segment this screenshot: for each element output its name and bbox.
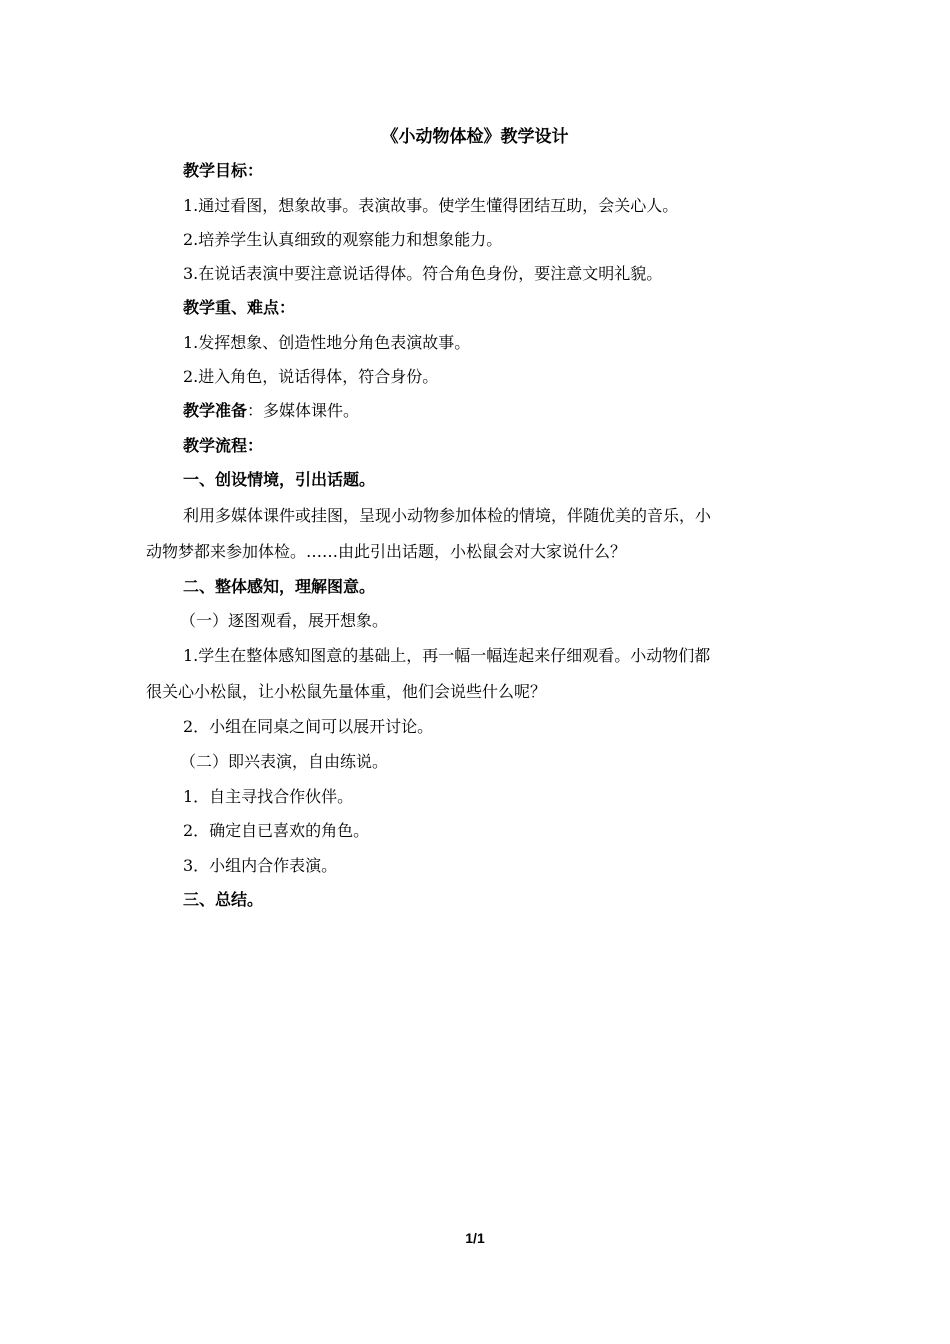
step3-heading: 三、总结。: [183, 890, 264, 909]
preparation-line: [183, 400, 359, 422]
key-point-1: 1.发挥想象、创造性地分角色表演故事。: [183, 333, 471, 352]
step1-paragraph-line2: 动物梦都来参加体检。……由此引出话题，小松鼠会对大家说什么？: [146, 542, 627, 561]
step1-heading: 一、创设情境，引出话题。: [183, 470, 376, 489]
sub2-heading: （二）即兴表演，自由练说。: [180, 752, 389, 771]
goal-item-2: 2.培养学生认真细致的观察能力和想象能力。: [183, 230, 503, 249]
sub2-item-1: 1．自主寻找合作伙伴。: [183, 787, 354, 806]
sub1-heading: （一）逐图观看，展开想象。: [180, 611, 389, 630]
goals-heading: 教学目标：: [183, 161, 264, 180]
sub1-item1-line1: 1.学生在整体感知图意的基础上，再一幅一幅连起来仔细观看。小动物们都: [183, 646, 711, 665]
step2-heading: 二、整体感知，理解图意。: [183, 577, 376, 596]
page-number: 1/1: [465, 1230, 485, 1246]
sub1-item1-line2: 很关心小松鼠，让小松鼠先量体重，他们会说些什么呢？: [146, 682, 547, 701]
key-point-2: 2.进入角色，说话得体，符合身份。: [183, 367, 439, 386]
sub1-item2: 2．小组在同桌之间可以展开讨论。: [183, 717, 434, 736]
flow-heading: 教学流程：: [183, 436, 264, 455]
goal-item-3: 3.在说话表演中要注意说话得体。符合角色身份，要注意文明礼貌。: [183, 264, 663, 283]
key-points-heading: 教学重、难点：: [183, 298, 296, 317]
goal-item-1: 1.通过看图，想象故事。表演故事。使学生懂得团结互助，会关心人。: [183, 196, 679, 215]
step1-paragraph-line1: 利用多媒体课件或挂图，呈现小动物参加体检的情境，伴随优美的音乐，小: [183, 506, 712, 525]
sub2-item-3: 3．小组内合作表演。: [183, 856, 338, 875]
preparation-label: 教学准备: [183, 401, 248, 420]
preparation-text: ：多媒体课件。: [247, 401, 360, 420]
document-title: 《小动物体检》教学设计: [381, 127, 569, 147]
sub2-item-2: 2．确定自已喜欢的角色。: [183, 821, 370, 840]
